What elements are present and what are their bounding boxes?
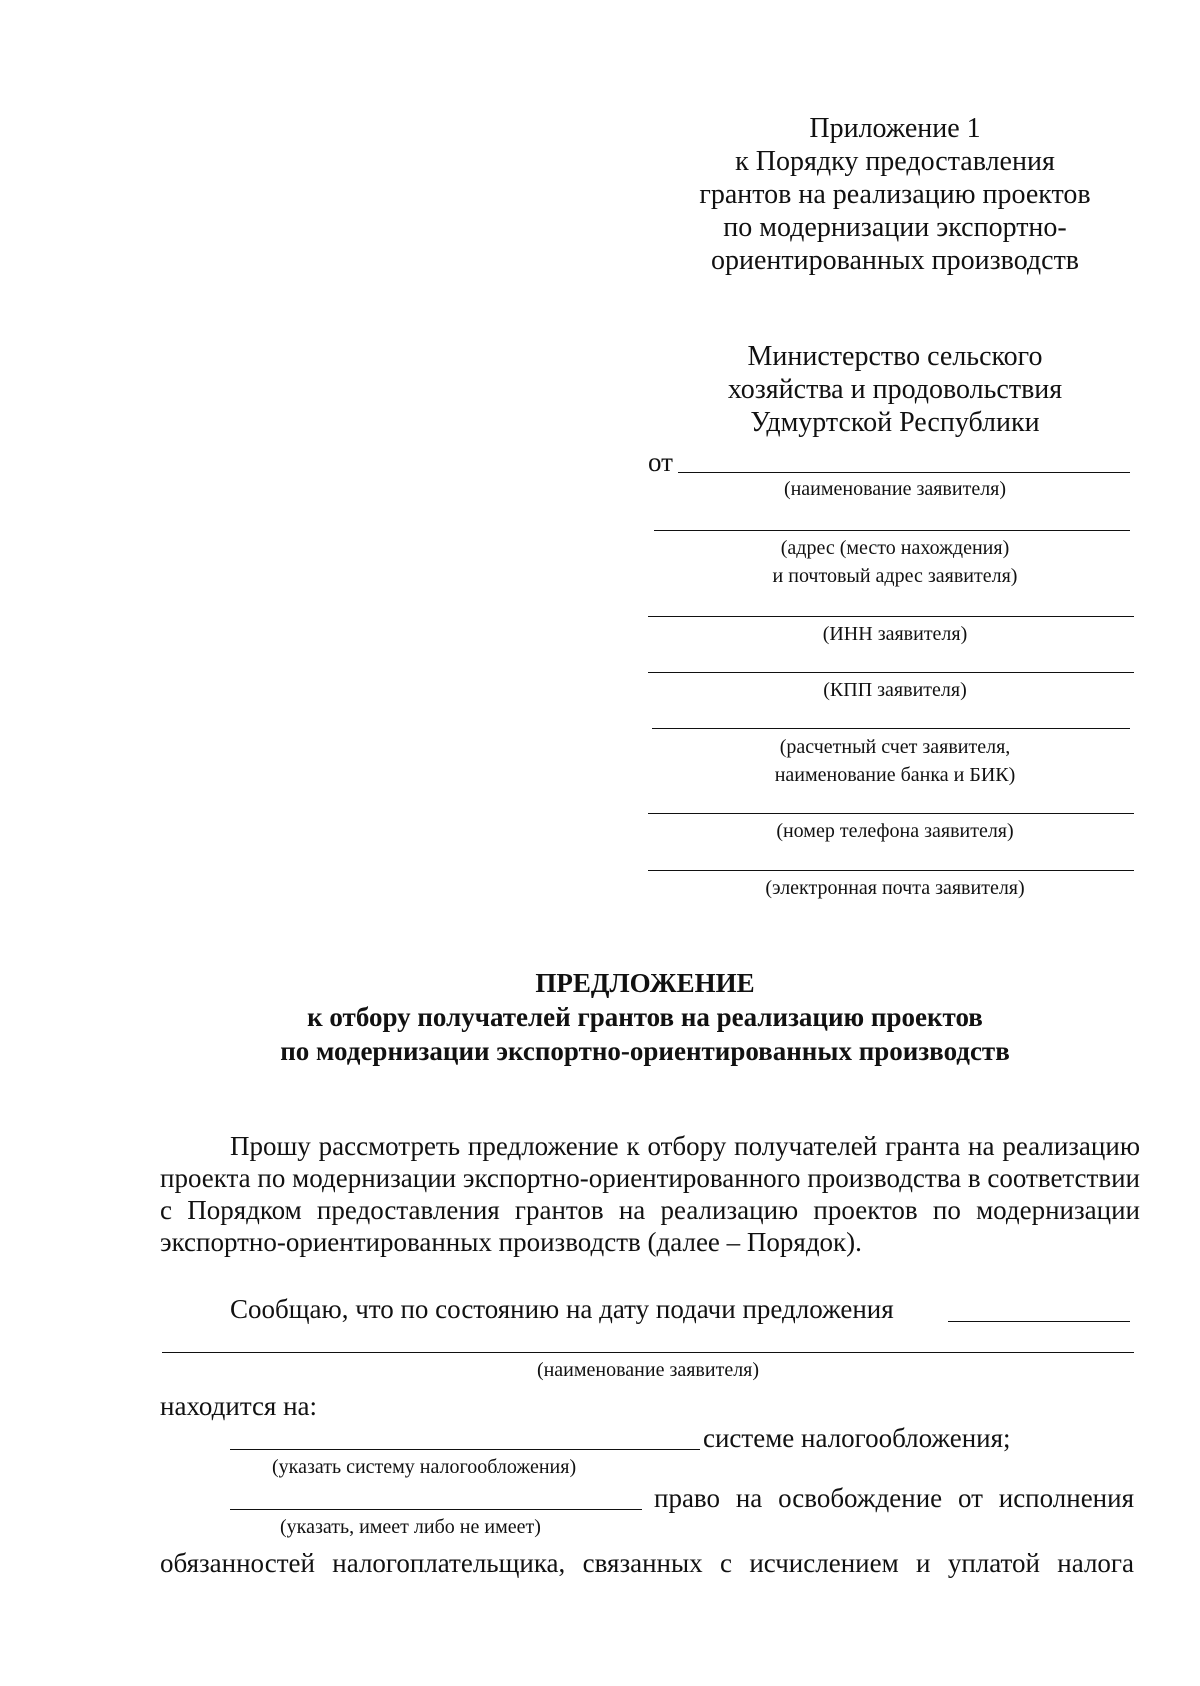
- title-line: по модернизации экспортно-ориентированных производств: [280, 1036, 1010, 1066]
- status-paragraph: Сообщаю, что по состоянию на дату подачи предложения: [230, 1294, 894, 1324]
- field-caption: (наименование заявителя): [783, 478, 1007, 500]
- exemption-blank-line: [230, 1509, 642, 1510]
- paragraph-text: Прошу рассмотреть предложение к отбору получателей гранта на реализацию проекта по модернизации экспортно-ориентированного производства в соответствии с Порядком предоставления грантов на реализацию проектов по модернизации экспортно-ориентированных производств (далее – Порядок).: [160, 1131, 1140, 1257]
- field-caption: (адрес (место нахождения): [780, 537, 1010, 559]
- exemption-text: право на освобождение от исполнения: [654, 1483, 1134, 1513]
- ministry-line: Удмуртской Республики: [750, 407, 1040, 438]
- address-line: [654, 530, 1130, 531]
- tax-system-blank-line: [230, 1449, 700, 1450]
- ministry-line: Министерство сельского: [747, 341, 1043, 372]
- phone-line: [648, 813, 1134, 814]
- appendix-line: ориентированных производств: [710, 245, 1080, 276]
- email-line: [648, 870, 1134, 871]
- request-paragraph: [160, 1130, 1140, 1258]
- applicant-name-line: [678, 472, 1130, 473]
- field-caption: (ИНН заявителя): [822, 623, 968, 645]
- field-caption: (электронная почта заявителя): [765, 877, 1025, 899]
- ministry-line: хозяйства и продовольствия: [727, 374, 1063, 405]
- field-caption: наименование банка и БИК): [774, 764, 1016, 786]
- document-title: [140, 966, 1150, 1068]
- field-caption: (указать, имеет либо не имеет): [280, 1516, 541, 1538]
- from-label: от: [648, 447, 673, 477]
- field-caption: (наименование заявителя): [536, 1359, 760, 1381]
- field-caption: (КПП заявителя): [823, 679, 967, 701]
- inn-line: [648, 616, 1134, 617]
- field-caption: (указать систему налогообложения): [272, 1456, 577, 1478]
- appendix-line: по модернизации экспортно-: [723, 212, 1067, 243]
- field-caption: и почтовый адрес заявителя): [772, 565, 1018, 587]
- title-main: ПРЕДЛОЖЕНИЕ: [535, 968, 755, 998]
- appendix-line: грантов на реализацию проектов: [699, 179, 1091, 210]
- field-caption: (номер телефона заявителя): [776, 820, 1014, 842]
- appendix-line: Приложение 1: [809, 113, 981, 144]
- located-on-label: находится на:: [160, 1391, 318, 1421]
- kpp-line: [648, 672, 1134, 673]
- date-blank-line: [948, 1321, 1130, 1322]
- last-line-text: обязанностей налогоплательщика, связанных с исчислением и уплатой налога: [160, 1548, 1134, 1578]
- appendix-header: [660, 112, 1130, 277]
- bank-account-line: [652, 728, 1130, 729]
- appendix-line: к Порядку предоставления: [735, 146, 1055, 177]
- ministry-addressee: [660, 340, 1130, 439]
- applicant-name-blank-line: [162, 1352, 1134, 1353]
- field-caption: (расчетный счет заявителя,: [779, 736, 1011, 758]
- title-line: к отбору получателей грантов на реализацию проектов: [307, 1002, 983, 1032]
- tax-system-text: системе налогообложения;: [703, 1423, 1011, 1453]
